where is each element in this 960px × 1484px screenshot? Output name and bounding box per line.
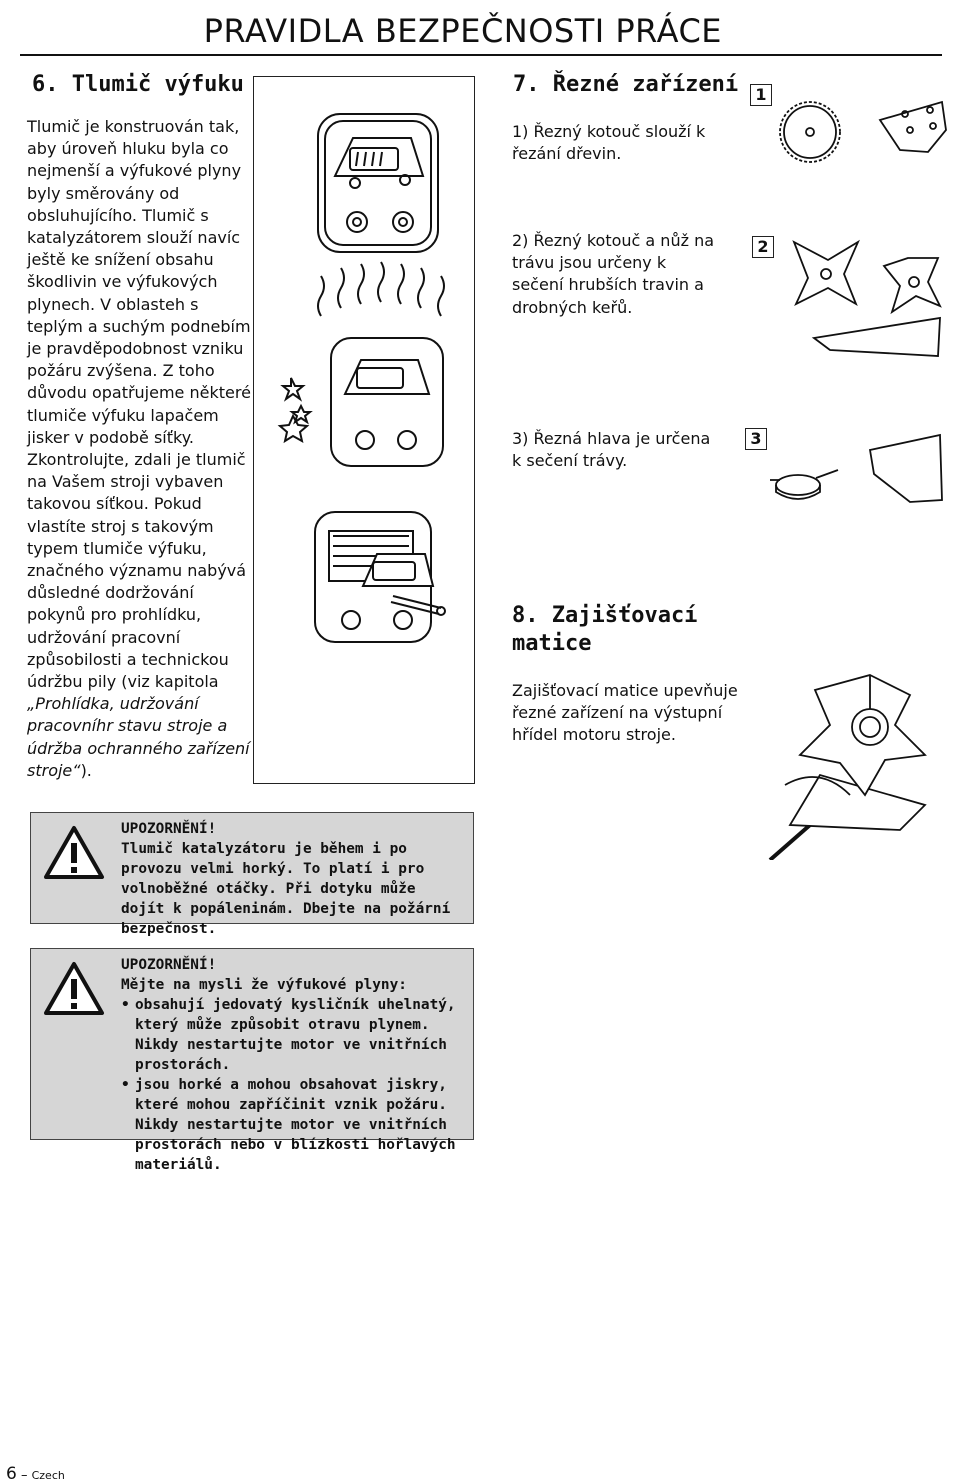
- section-6-text: Tlumič je konstruován tak, aby úroveň hluku byla co nejmenší a výfukové plyny byly směrovány od obsluhujícího. Tlumič s katalyzátorem slouží navíc ještě ke snížení obsahu škodlivin ve výfukových plynech. V oblasteh s teplým a suchým podnebím je pravděpodobnost vzniku požáru zvýšena. Z toho důvodu opatřujeme některé tlumiče výfuku lapačem jisker v podobě síťky. Zkontrolujte, zdali je tlumič na Vašem stroji vybaven takovou síťkou. Pokud vlastíte stroj s takovým typem tlumiče výfuku, značného významu nabývá důsledné dodržování pokynů pro prohlídku, udržování pracovní způsobilosti a technickou údržbu pily (viz kapitola: [27, 117, 251, 692]
- warning-triangle-icon: [43, 825, 105, 881]
- figure-label-1: 1: [750, 84, 772, 106]
- section-6-heading: 6. Tlumič výfuku: [32, 72, 244, 97]
- section-8-body: Zajišťovací matice upevňuje řezné zařízení na výstupní hřídel motoru stroje.: [512, 681, 738, 745]
- page-header-title: PRAVIDLA BEZPEČNOSTI PRÁCE: [203, 12, 722, 50]
- warning-2-bullet-2: • jsou horké a mohou obsahovat jiskry, které mohou zapříčinit vznik požáru. Nikdy nestartujte motor ve vnitřních prostorách nebo v blízkosti hořlavých materiálů.: [121, 1075, 467, 1175]
- section-6-reference: „Prohlídka, udržování pracovníhr stavu stroje a údržba ochranného zařízení stroje“: [27, 694, 250, 780]
- warning-2-intro: Mějte na mysli že výfukové plyny:: [121, 977, 407, 993]
- section-7-heading: 7. Řezné zařízení: [513, 72, 739, 97]
- header-rule: [20, 54, 942, 56]
- cutting-equipment-illustration: [770, 90, 960, 510]
- section-7-item-1: 1) Řezný kotouč slouží k řezání dřevin.: [512, 122, 706, 164]
- figure-label-3: 3: [745, 428, 767, 450]
- warning-1-text: Tlumič katalyzátoru je během i po provozu velmi horký. To platí i pro volnoběžné otáčky. Při dotyku může dojít k popáleninám. Dbejte na požární bezpečnost.: [121, 841, 451, 937]
- section-7-item-2: 2) Řezný kotouč a nůž na trávu jsou určeny k sečení hrubších travin a drobných keřů.: [512, 231, 715, 317]
- warning-2-text-block: [121, 955, 467, 1175]
- section-8-heading-line-2: matice: [512, 631, 592, 656]
- page-number: 6: [6, 1464, 17, 1484]
- section-8-heading: [512, 602, 697, 658]
- warning-2-list: [121, 995, 467, 1175]
- warning-box-exhaust: [30, 948, 474, 1173]
- warning-triangle-icon: [43, 961, 105, 1017]
- warning-box-catalytic: [30, 812, 474, 937]
- section-6-body: [27, 116, 251, 782]
- warning-1-text-block: [121, 819, 467, 939]
- page-footer: [6, 1464, 65, 1484]
- footer-language: Czech: [31, 1469, 65, 1482]
- figure-label-2: 2: [752, 236, 774, 258]
- section-7-item-3: 3) Řezná hlava je určena k sečení trávy.: [512, 429, 711, 471]
- section-6-reference-end: ).: [80, 760, 92, 780]
- warning-2-title: UPOZORNĚNÍ!: [121, 957, 217, 973]
- section-8-heading-line-1: 8. Zajišťovací: [512, 603, 698, 628]
- locking-nut-illustration: [760, 655, 960, 860]
- warning-1-title: UPOZORNĚNÍ!: [121, 821, 217, 837]
- warning-2-bullet-1: • obsahují jedovatý kysličník uhelnatý, který může způsobit otravu plynem. Nikdy nestartujte motor ve vnitřních prostorách.: [121, 995, 467, 1075]
- muffler-illustration: [253, 76, 475, 784]
- footer-dash: –: [16, 1468, 32, 1483]
